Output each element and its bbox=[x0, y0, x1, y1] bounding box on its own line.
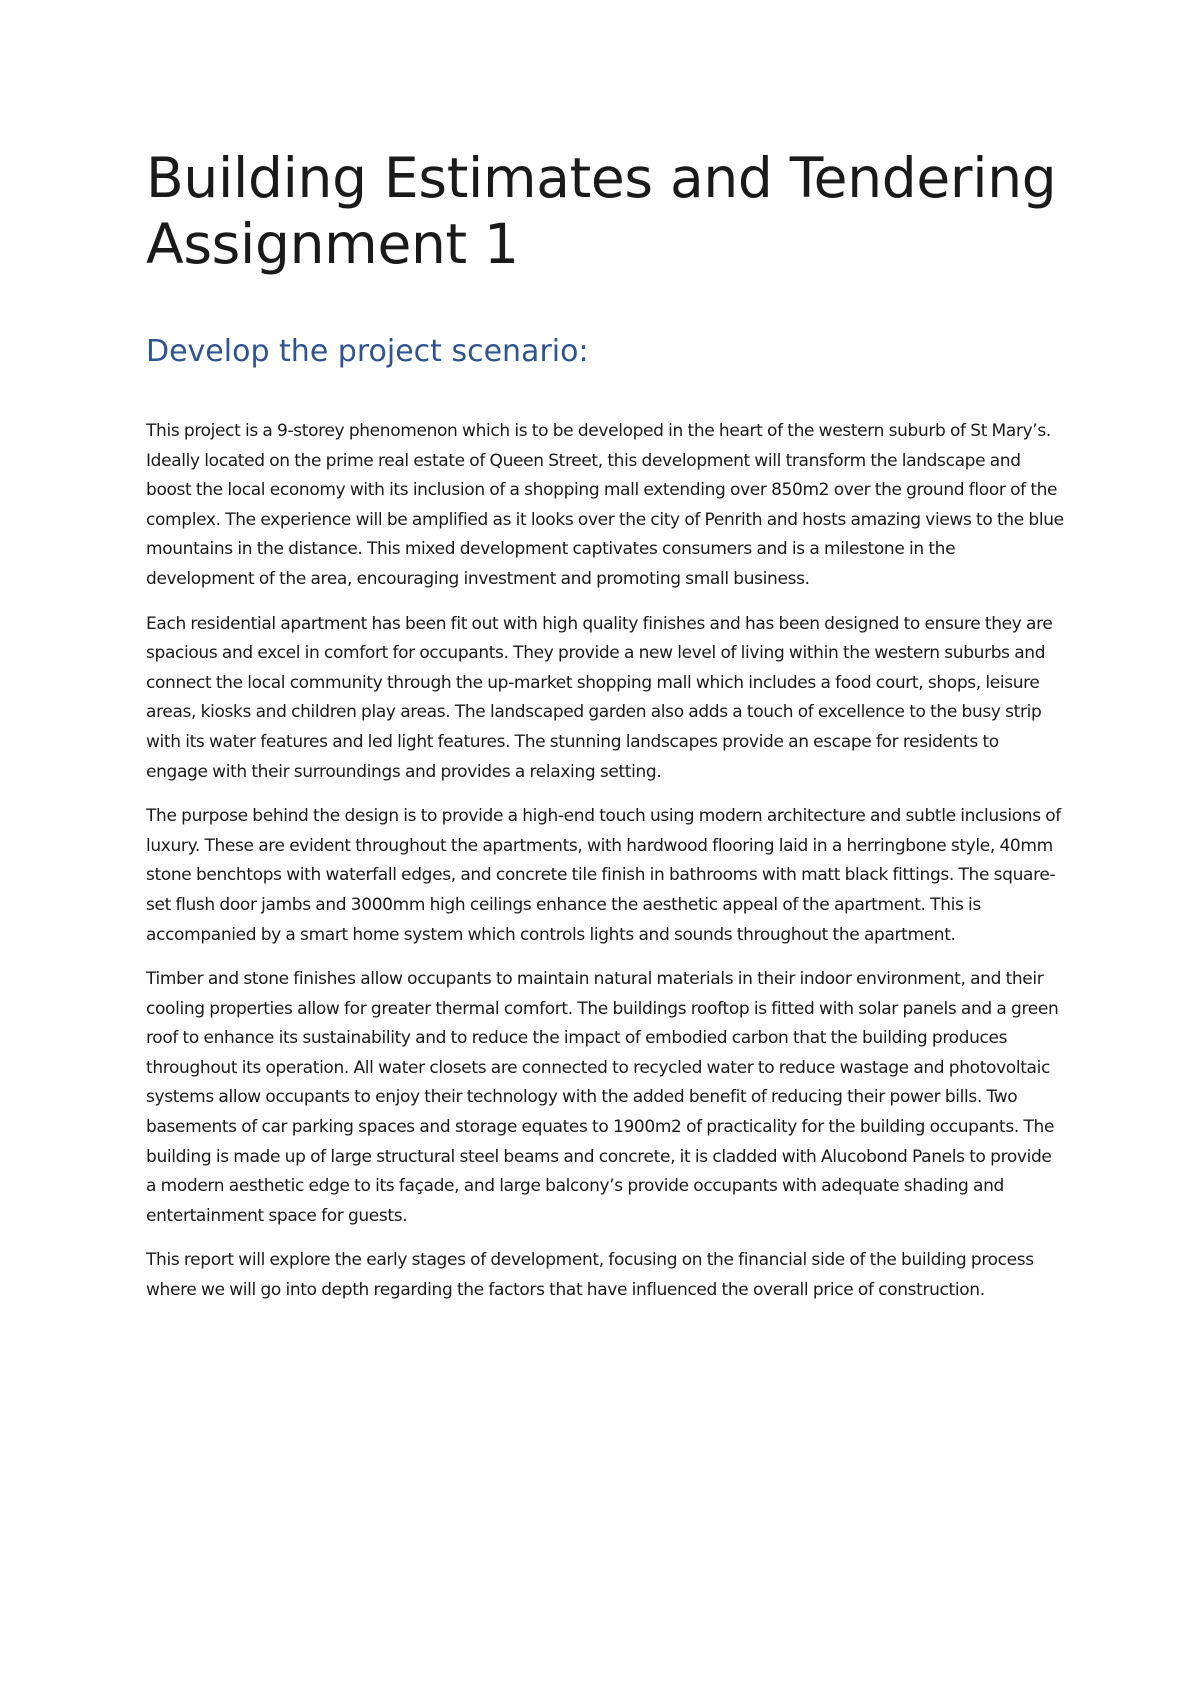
paragraph-5: This report will explore the early stages of development, focusing on the financial side of the building process where we will go into depth regarding the factors that have influenced the overall price of construction. bbox=[146, 1250, 1034, 1301]
paragraph-1: This project is a 9-storey phenomenon which is to be developed in the heart of the western suburb of St Mary’s. Ideally located on the prime real estate of Queen Street, this development will transform the landscape and boost the local economy with its inclusion of a shopping mall extending over 850m2 over the ground floor of the complex. The experience will be amplified as it looks over the city of Penrith and hosts amazing views to the blue mountains in the distance. This mixed development captivates consumers and is a milestone in the development of the area, encouraging investment and promoting small business. bbox=[146, 421, 1064, 589]
paragraph-4: Timber and stone finishes allow occupants to maintain natural materials in their indoor environment, and their cooling properties allow for greater thermal comfort. The buildings rooftop is fitted with solar panels and a green roof to enhance its sustainability and to reduce the impact of embodied carbon that the building produces throughout its operation. All water closets are connected to recycled water to reduce wastage and photovoltaic systems allow occupants to enjoy their technology with the added benefit of reducing their power bills. Two basements of car parking spaces and storage equates to 1900m2 of practicality for the building occupants. The building is made up of large structural steel beams and concrete, it is cladded with Alucobond Panels to provide a modern aesthetic edge to its façade, and large balcony’s provide occupants with adequate shading and entertainment space for guests. bbox=[146, 969, 1059, 1226]
paragraph-2: Each residential apartment has been fit out with high quality finishes and has been designed to ensure they are spacious and excel in comfort for occupants. They provide a new level of living within the western suburbs and connect the local community through the up-market shopping mall which includes a food court, shops, leisure areas, kiosks and children play areas. The landscaped garden also adds a touch of excellence to the busy strip with its water features and led light features. The stunning landscapes provide an escape for residents to engage with their surroundings and provides a relaxing setting. bbox=[146, 613, 1053, 782]
document-title: Building Estimates and Tendering Assignment 1 bbox=[146, 146, 1057, 276]
paragraph-3: The purpose behind the design is to provide a high-end touch using modern architecture and subtle inclusions of luxury. These are evident throughout the apartments, with hardwood flooring laid in a herringbone style, 40mm stone benchtops with waterfall edges, and concrete tile finish in bathrooms with matt black fittings. The square-set flush door jambs and 3000mm high ceilings enhance the aesthetic appeal of the apartment. This is accompanied by a smart home system which controls lights and sounds throughout the apartment. bbox=[146, 806, 1061, 945]
document-content bbox=[146, 145, 1064, 1301]
body-text bbox=[146, 417, 1064, 1321]
section-heading: Develop the project scenario: bbox=[146, 334, 589, 369]
